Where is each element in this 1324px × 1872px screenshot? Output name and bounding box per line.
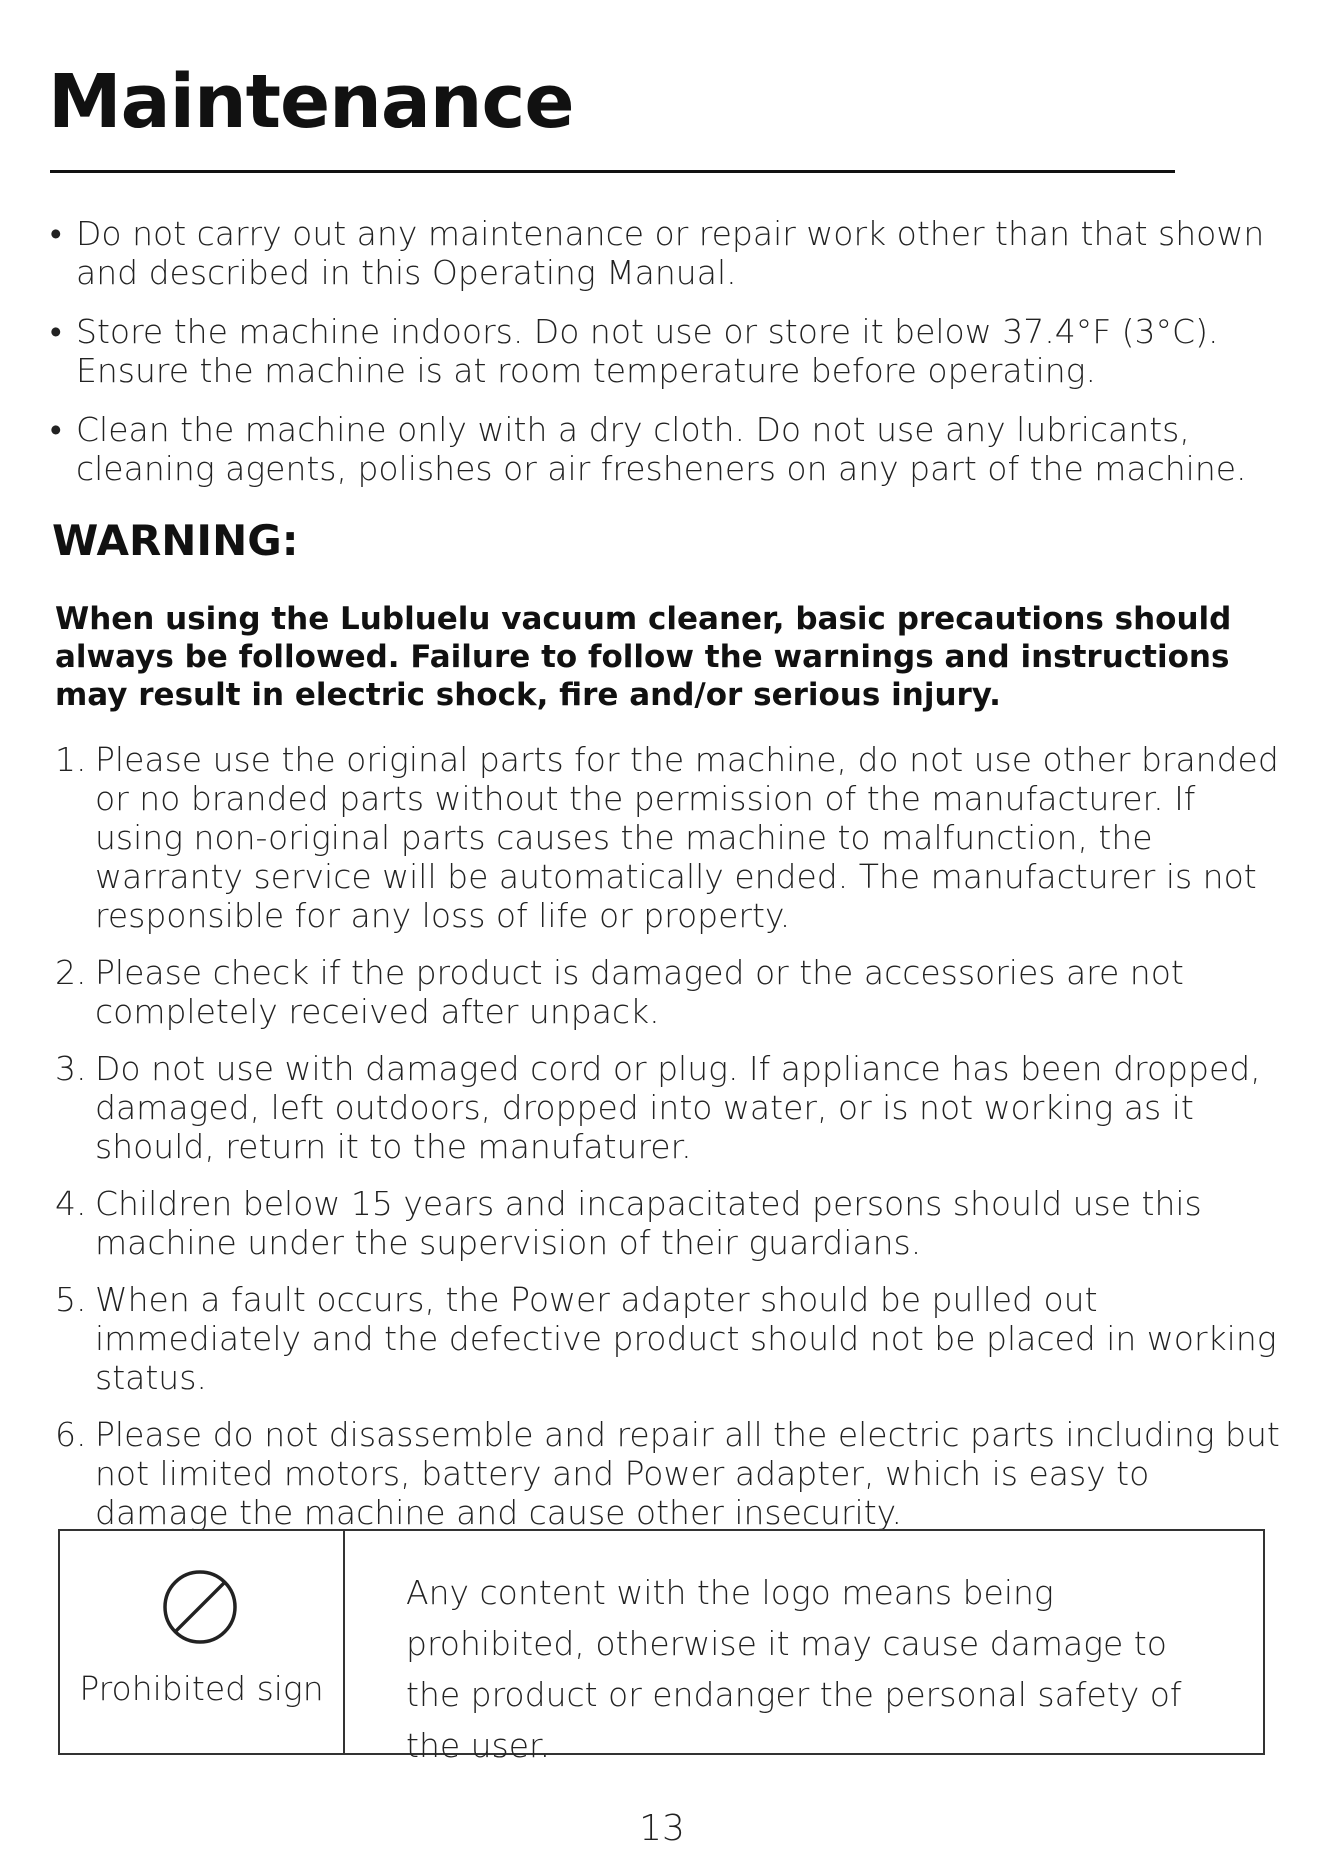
prohibited-sign-label: Prohibited sign [79,1669,324,1708]
warning-item-text: Please check if the product is damaged or the accessories are not completely received after unpack. [95,953,1184,1031]
prohibited-sign-cell [60,1531,345,1753]
warning-intro: When using the Lubluelu vacuum cleaner, basic precautions should always be followed. Failure to follow the warnings and instructions may result in electric shock, fire and/or serious injury. [55,601,1232,713]
title-divider [50,170,1175,173]
prohibited-icon [161,1568,239,1646]
list-item [48,312,1288,390]
maintenance-item-text: Do not carry out any maintenance or repair work other than that shown and described in this Operating Manual. [76,214,1265,292]
list-item [48,410,1288,488]
item-number: 6. [55,1415,87,1454]
bullet-icon: • [50,214,62,253]
maintenance-item-text: Clean the machine only with a dry cloth. Do not use any lubricants, cleaning agents, polishes or air fresheners on any part of the machine. [76,410,1247,488]
item-number: 3. [55,1049,87,1088]
maintenance-item-text: Store the machine indoors. Do not use or store it below 37.4°F (3°C). Ensure the machine is at room temperature before operating. [76,312,1219,390]
list-item [55,953,1287,1031]
prohibited-sign-table [58,1529,1265,1765]
warning-item-text: Do not use with damaged cord or plug. If appliance has been dropped, damaged, left outdoors, dropped into water, or is not working as it should, return it to the manufaturer. [95,1049,1261,1166]
item-number: 4. [55,1184,87,1223]
list-item [55,1280,1287,1397]
list-item [55,740,1287,935]
list-item [48,214,1288,292]
warning-item-text: When a fault occurs, the Power adapter should be pulled out immediately and the defective product should not be placed in working status. [95,1280,1277,1397]
bullet-icon: • [50,410,62,449]
item-number: 5. [55,1280,87,1319]
list-item [55,1049,1287,1166]
list-item [55,1415,1287,1532]
bullet-icon: • [50,312,62,351]
list-item [55,1184,1287,1262]
item-number: 2. [55,953,87,992]
page-title: Maintenance [48,59,574,145]
item-number: 1. [55,740,87,779]
warning-item-text: Please do not disassemble and repair all the electric parts including but not limited motors, battery and Power adapter, which is easy to damage the machine and cause other insecurity. [95,1415,1280,1532]
prohibited-sign-description: Any content with the logo means being prohibited, otherwise it may cause damage to the product or endanger the personal safety of the user. [406,1573,1182,1765]
maintenance-list [48,214,1288,508]
warning-item-text: Children below 15 years and incapacitated persons should use this machine under the supervision of their guardians. [95,1184,1202,1262]
warning-list [55,740,1287,1550]
page-number: 13 [639,1808,685,1849]
warning-item-text: Please use the original parts for the machine, do not use other branded or no branded parts without the permission of the manufacturer. If using non-original parts causes the machine to malfunction, the warranty service will be automatically ended. The manufacturer is not responsible for any loss of life or property. [95,740,1279,935]
warning-heading: WARNING: [52,516,299,565]
